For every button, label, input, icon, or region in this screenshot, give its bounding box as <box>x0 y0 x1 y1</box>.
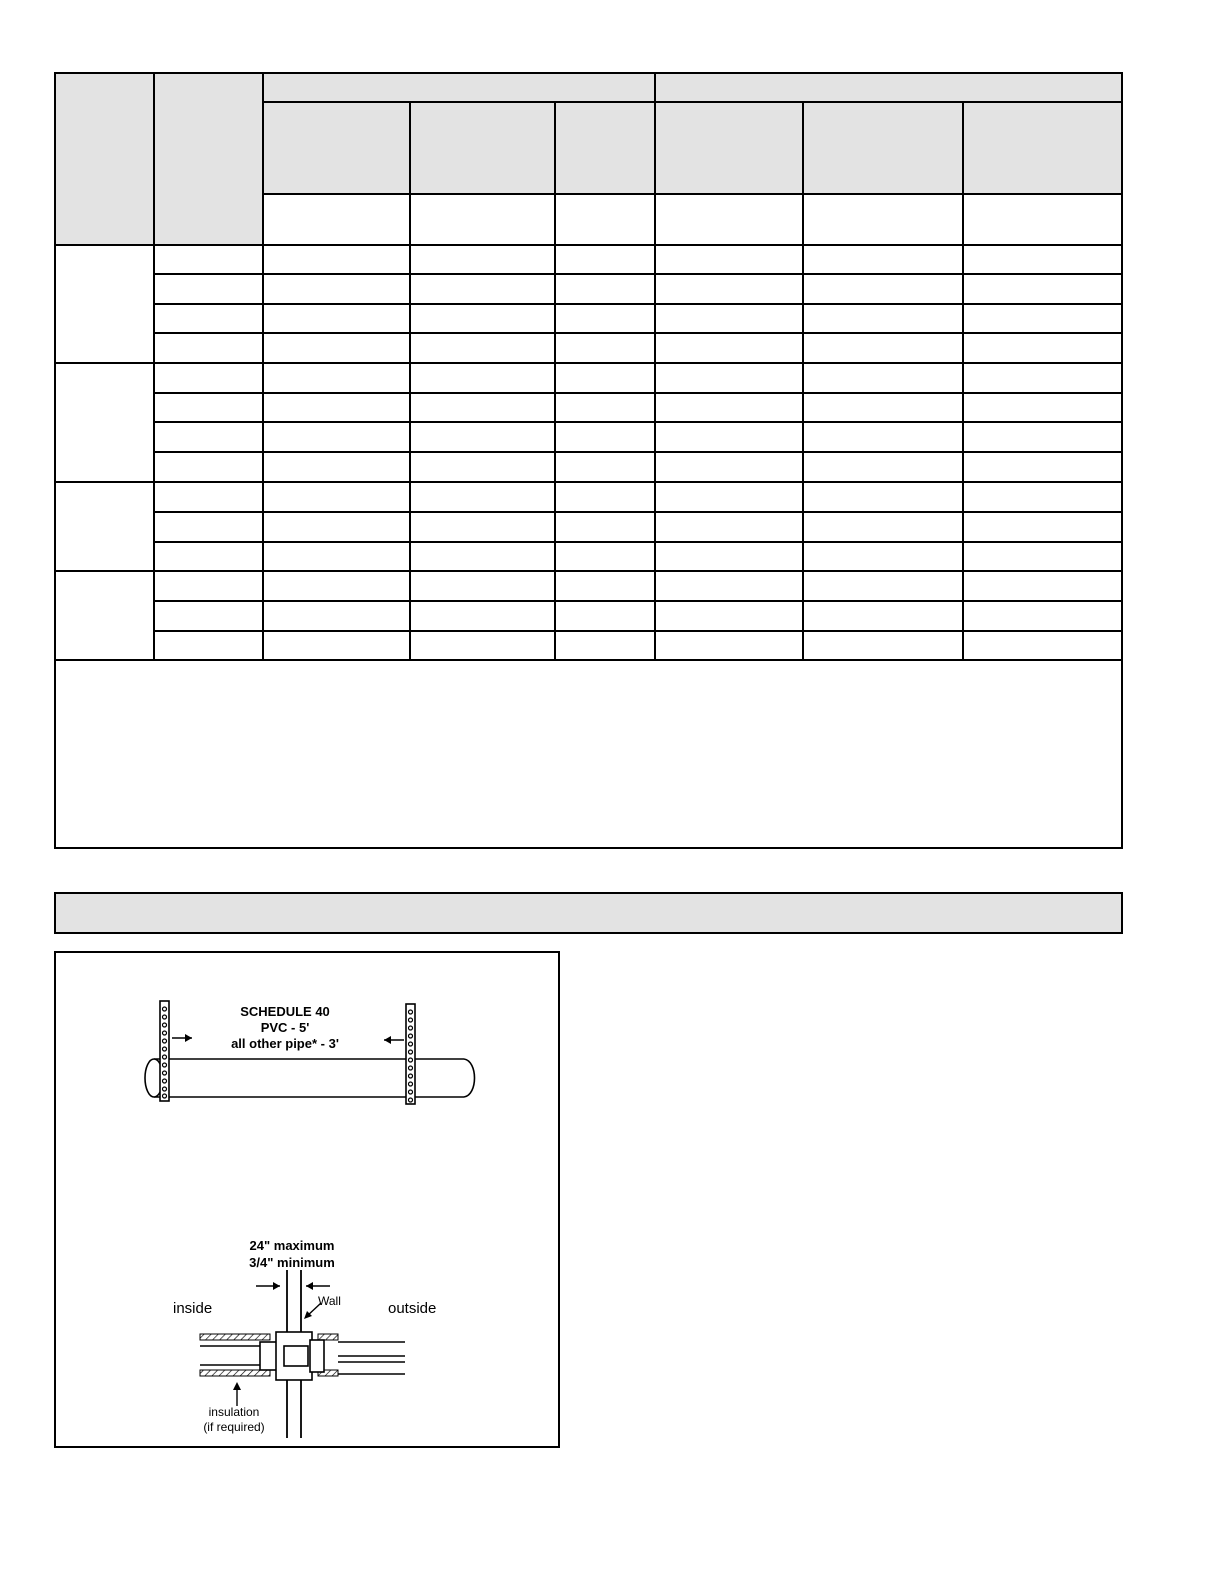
dimension-min: 3/4" minimum <box>249 1255 335 1270</box>
insulation-line-2: (if required) <box>203 1420 265 1434</box>
table-rule <box>962 102 964 660</box>
table-rule <box>153 73 155 660</box>
table-rule <box>154 421 1122 423</box>
table-rule <box>262 73 264 660</box>
table-rule <box>654 73 656 660</box>
insulation-label <box>194 1405 274 1435</box>
table-rule <box>154 303 1122 305</box>
table-rule <box>154 600 1122 602</box>
dimension-max: 24" maximum <box>249 1238 335 1253</box>
table-rule <box>154 511 1122 513</box>
table-rule <box>802 102 804 660</box>
label-line-1: SCHEDULE 40 <box>240 1004 330 1019</box>
wall-label: Wall <box>318 1294 341 1308</box>
insulation-line-1: insulation <box>208 1405 260 1419</box>
section-header-bar <box>54 892 1123 934</box>
table-rule <box>154 451 1122 453</box>
outside-label: outside <box>388 1300 437 1317</box>
table-notes-area <box>56 661 1121 847</box>
pipe-spacing-label <box>205 1004 365 1052</box>
table-rule <box>154 630 1122 632</box>
label-line-2: PVC - 5' <box>260 1020 310 1035</box>
dimension-label <box>222 1237 362 1271</box>
table-rule <box>154 541 1122 543</box>
table-rule <box>263 101 1122 103</box>
table-rule <box>263 193 1122 195</box>
table-rule <box>154 392 1122 394</box>
table-rule <box>409 102 411 660</box>
label-line-3: all other pipe* - 3' <box>231 1036 339 1051</box>
table-rule <box>154 273 1122 275</box>
table-rule <box>554 102 556 660</box>
table-rule <box>154 332 1122 334</box>
inside-label: inside <box>173 1300 213 1317</box>
